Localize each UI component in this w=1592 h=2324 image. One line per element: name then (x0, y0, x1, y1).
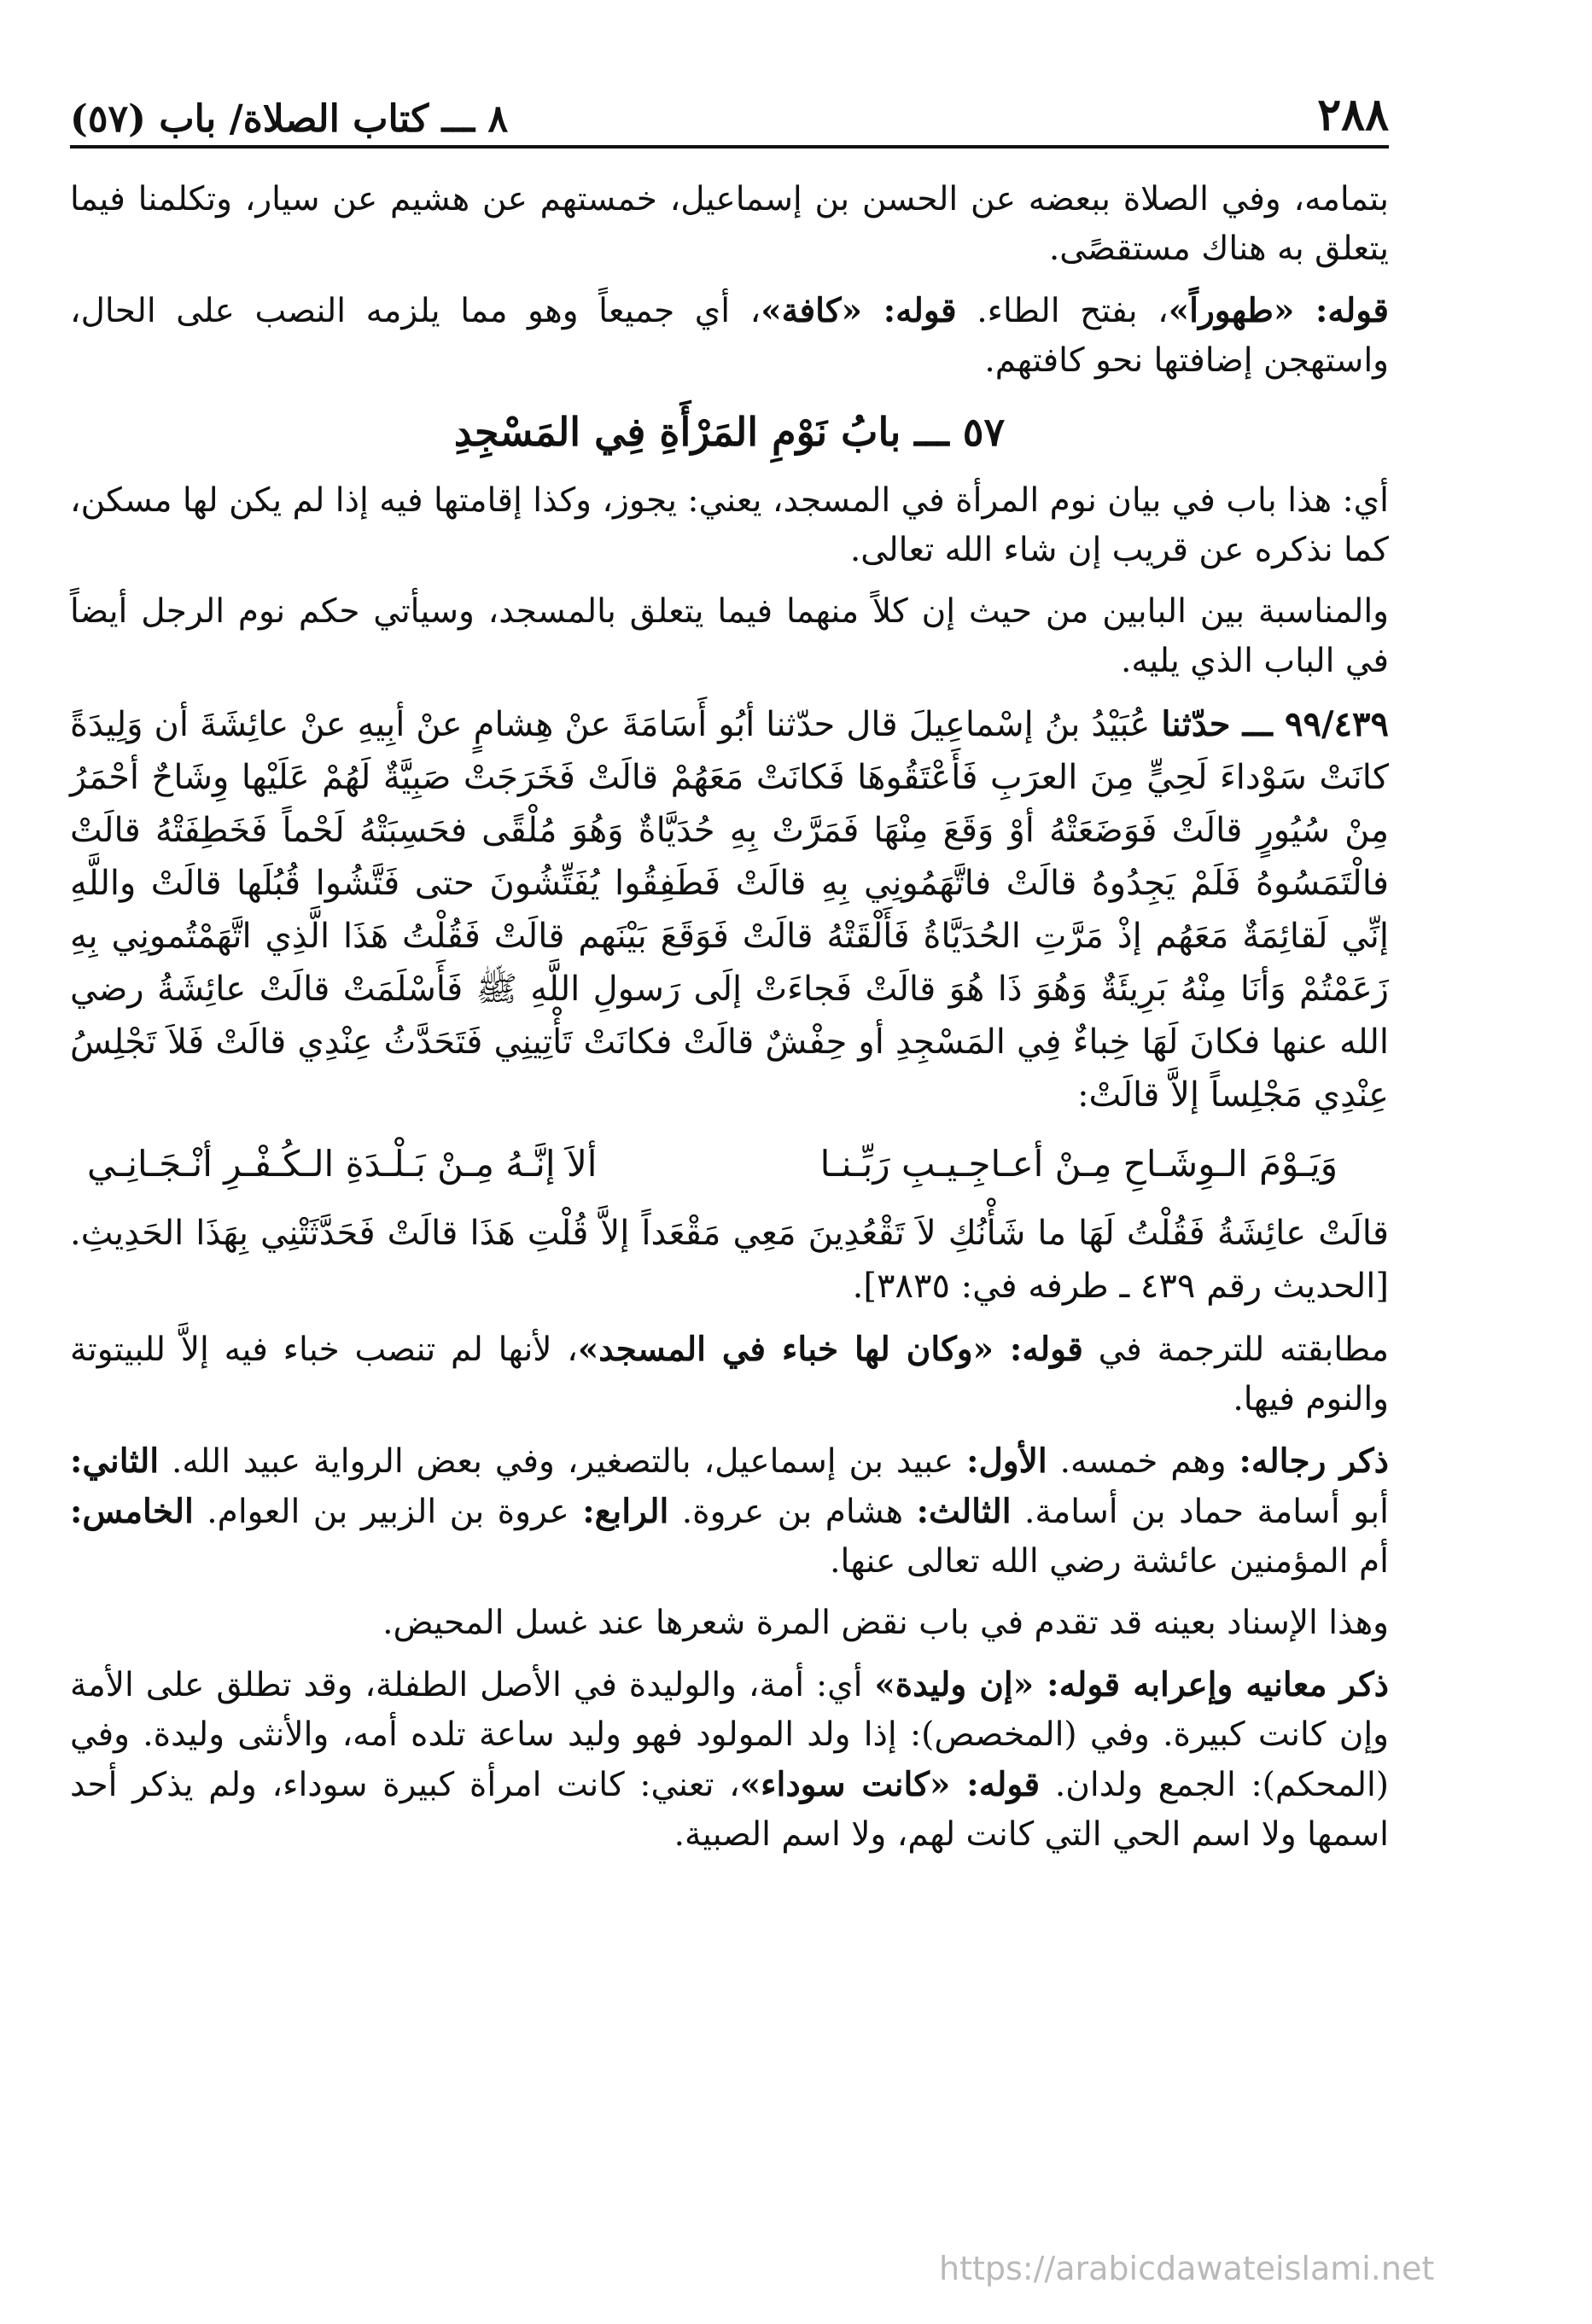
p6-label-third: الثالث: (916, 1492, 1012, 1531)
hadith-ending (70, 1207, 1389, 1313)
p8-text-2: ، تعني: كانت امرأة كبيرة سوداء، ولم يذكر أحد اسمها ولا اسم الحي التي كانت لهم، ولا اسم الصبية. (70, 1766, 1389, 1854)
verse-second-hemistich: ألاَ إنَّـهُ مِـنْ بَـلْـدَةِ الـكُـفْـرِ أنْـجَـانِـي (87, 1143, 598, 1185)
paragraph-3-text: أي: هذا باب في بيان نوم المرأة في المسجد، يعني: يجوز، وكذا إقامتها فيه إذا لم يكن لها مسكن، كما نذكره عن قريب إن شاء الله تعالى. (70, 481, 1389, 569)
paragraph-1-text: بتمامه، وفي الصلاة ببعضه عن الحسن بن إسماعيل، خمستهم عن هشيم عن سيار، وتكلمنا فيما يتعلق به هناك مستقصًى. (70, 180, 1389, 268)
p2-text-2: ، أي جميعاً وهو مما يلزمه النصب على الحال، واستهجن إضافتها نحو كافتهم. (70, 292, 1389, 380)
watermark-url: https://arabicdawateislami.net (939, 2250, 1435, 2287)
paragraph-2 (70, 286, 1389, 386)
paragraph-7 (70, 1599, 1389, 1648)
hadith-body: عُبَيْدُ بنُ إسْماعِيلَ قال حدّثنا أبُو أَسَامَةَ عنْ هِشامٍ عنْ أبِيهِ عنْ عائِشَةَ أن وَلِيدَةً كانَتْ سَوْداءَ لَحِيٍّ مِنَ العرَبِ فَأَعْتَقُوهَا فَكانَتْ مَعَهُمْ قالَتْ فَخَرَجَتْ صَبِيَّةٌ لَهُمْ عَلَيْها وِشَاحٌ أحْمَرُ مِنْ سُيُورٍ قالَتْ فَوَضَعَتْهُ أوْ وَقَعَ مِنْهَا فَمَرَّتْ بِهِ حُدَيَّاةٌ وَهُوَ مُلْقًى فحَسِبَتْهُ لَحْماً فَخَطِفَتْهُ قالَتْ فالْتَمَسُوهُ فَلَمْ يَجِدُوهُ قالَتْ فاتَّهَمُونِي بِهِ قالَتْ فَطَفِقُوا يُفَتِّشُونَ حتى فَتَّشُوا قُبُلَها قالَتْ واللَّهِ إنِّي لَقائِمَةٌ مَعَهُم إذْ مَرَّتِ الحُدَيَّاةُ فَأَلْقَتْهُ قالَتْ فَوَقَعَ بَيْنَهم قالَتْ فَقُلْتُ هَذَا الَّذِي اتَّهَمْتُمونِي بِهِ زَعَمْتُمْ وَأنَا مِنْهُ بَرِيئَةٌ وَهُوَ ذَا هُوَ قالَتْ فَجاءَتْ إلَى رَسولِ اللَّهِ ﷺ فَأَسْلَمَتْ قالَتْ عائِشَةُ رضي الله عنها فكانَ لَهَا خِباءٌ فِي المَسْجِدِ أو حِفْشٌ قالَتْ فكانَتْ تَأْتِينِي فَتَحَدَّثُ عِنْدِي قالَتْ فَلاَ تَجْلِسُ عِنْدِي مَجْلِساً إلاَّ قالَتْ: (70, 705, 1389, 1115)
p6-text-4: هشام بن عروة. (668, 1493, 917, 1531)
page-header (70, 81, 1389, 141)
paragraph-5 (70, 1325, 1389, 1424)
hadith-ending-text: قالَتْ عائِشَةُ فَقُلْتُ لَهَا ما شَأْنُكِ لاَ تَقْعُدِينَ مَعِي مَقْعَداً إلاَّ قُلْتِ هَذَا قالَتْ فَحَدَّثَتْنِي بِهَذَا الحَدِيثِ. [الحديث رقم ٤٣٩ ـ طرفه في: ٣٨٣٥]. (70, 1214, 1389, 1306)
poetry-verse (87, 1137, 1338, 1191)
paragraph-7-text: وهذا الإسناد بعينه قد تقدم في باب نقض المرة شعرها عند غسل المحيض. (382, 1604, 1389, 1642)
running-title: ٨ ـــ كتاب الصلاة/ باب (٥٧) (70, 97, 509, 141)
p8-text-1: أي: أمة، والوليدة في الأصل الطفلة، وقد تطلق على الأمة وإن كانت كبيرة. وفي (المخصص): إذا ولد المولود فهو وليد ساعة تلده أمه، والأنثى وليدة. وفي (المحكم): الجمع ولدان. (70, 1666, 1390, 1804)
p6-label-fourth: الرابع: (582, 1492, 669, 1531)
paragraph-3 (70, 476, 1389, 575)
header-rule (70, 145, 1389, 149)
p5-bold: قوله: «وكان لها خباء في المسجد» (577, 1330, 1083, 1369)
p8-bold-2: قوله: «كانت سوداء» (739, 1765, 1041, 1804)
paragraph-6 (70, 1436, 1389, 1587)
page-number: ٢٨٨ (1317, 89, 1389, 141)
paragraph-4-text: والمناسبة بين البابين من حيث إن كلاً منهما فيما يتعلق بالمسجد، وسيأتي حكم نوم الرجل أيضاً في الباب الذي يليه. (70, 592, 1389, 680)
p2-text-1: ، بفتح الطاء. (956, 292, 1169, 330)
p6-text-2: عبيد بن إسماعيل، بالتصغير، وفي بعض الرواية عبيد الله. (159, 1442, 967, 1481)
p6-label-first: الأول: (966, 1442, 1047, 1481)
paragraph-4 (70, 587, 1389, 686)
paragraph-1 (70, 175, 1389, 274)
p6-label-fifth: الخامس: (70, 1492, 194, 1531)
p6-text-6: أم المؤمنين عائشة رضي الله تعالى عنها. (830, 1542, 1389, 1581)
page-body (70, 175, 1389, 1872)
p6-label-second: الثاني: (70, 1442, 160, 1481)
p8-heading: ذكر معانيه وإعرابه قوله: «إن وليدة» (874, 1665, 1390, 1704)
p6-text-5: عروة بن الزبير بن العوام. (193, 1493, 583, 1531)
verse-first-hemistich: وَيَـوْمَ الـوِشَـاحِ مِـنْ أعـاجِـيـبِ رَبِّـنـا (819, 1143, 1338, 1185)
p6-text-3: أبو أسامة حماد بن أسامة. (1011, 1493, 1389, 1531)
hadith-number: ٩٩/٤٣٩ ـــ حدّثنا (1161, 704, 1389, 744)
p2-bold-1: قوله: «طهوراً» (1168, 291, 1390, 330)
p6-heading: ذكر رجاله: (1239, 1442, 1389, 1481)
paragraph-8 (70, 1660, 1389, 1860)
p2-bold-2: قوله: «كافة» (761, 291, 957, 330)
section-title: ٥٧ ـــ بابُ نَوْمِ المَرْأَةِ فِي المَسْجِدِ (453, 409, 1006, 455)
document-page (70, 0, 1389, 2324)
p5-text-1: مطابقته للترجمة في (1082, 1331, 1389, 1369)
p5-text-2: ، لأنها لم تنصب خباء فيه إلاَّ للبيتوتة والنوم فيها. (70, 1331, 1389, 1418)
hadith-text (70, 698, 1389, 1121)
p6-text-1: وهم خمسه. (1047, 1442, 1239, 1481)
